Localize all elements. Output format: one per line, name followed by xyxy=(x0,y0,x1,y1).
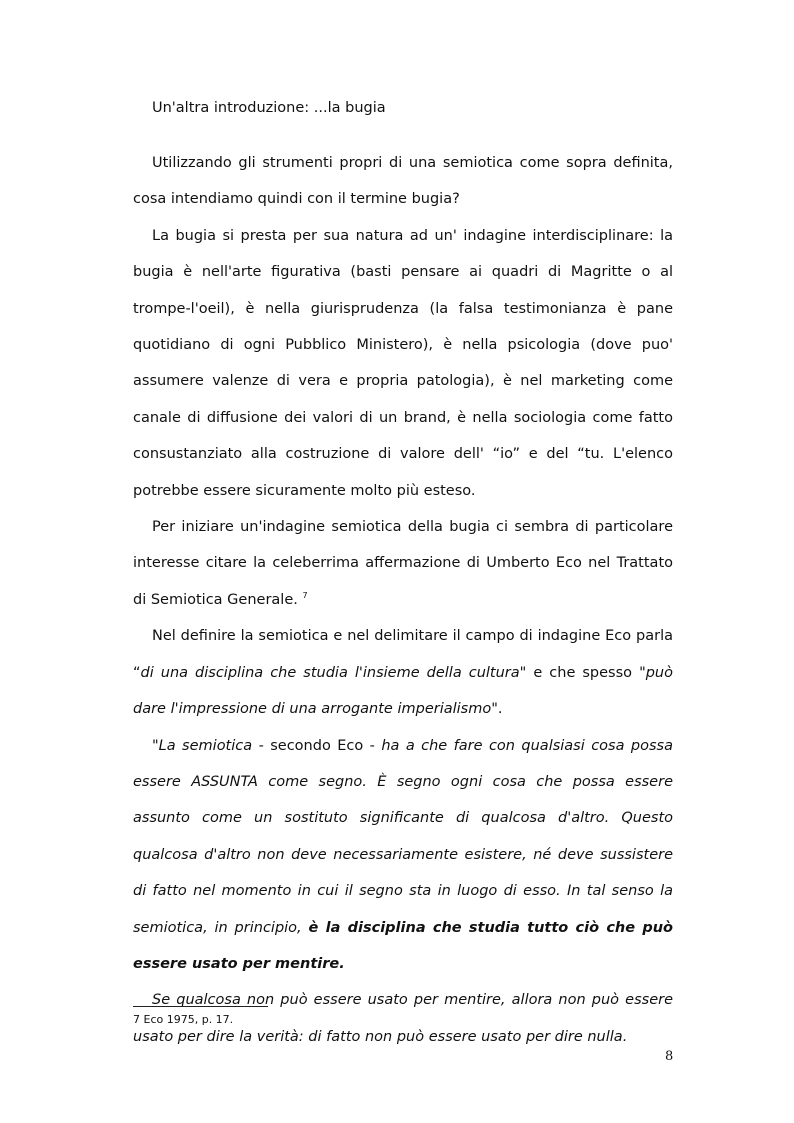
paragraph xyxy=(133,145,673,218)
p5-emphasis: è la disciplina che studia tutto ciò che può essere usato per mentire. xyxy=(133,919,674,972)
section-heading: Un'altra introduzione: ...la bugia xyxy=(152,100,386,116)
page-number: 8 xyxy=(665,1049,674,1064)
p5-quote: ha a che fare con qualsiasi cosa possa essere ASSUNTA come segno. È segno ogni cosa che possa essere assunto come un sostituto significante di qualcosa d'altro. Questo qualcosa d'altro non deve necessariamente esistere, né deve sussistere di fatto nel momento in cui il segno sta in luogo di esso. In tal senso la semiotica, in principio, xyxy=(133,737,673,936)
p3-text: Per iniziare un'indagine semiotica della bugia ci sembra di particolare interesse citare la celeberrima affermazione di Umberto Eco nel Trattato di Semiotica Generale. xyxy=(133,519,673,608)
body-text xyxy=(133,145,673,1055)
p5-italic-1: La semiotica xyxy=(158,737,253,754)
p4-text-1: Nel definire la semiotica e nel delimitare il campo di indagine Eco parla “ xyxy=(133,628,673,681)
paragraph xyxy=(133,618,673,727)
paragraph xyxy=(133,509,673,618)
footnote: 7 Eco 1975, p. 17. xyxy=(133,1013,234,1026)
paragraph xyxy=(133,218,673,509)
p5-open-quote: " xyxy=(152,737,159,754)
footnote-separator xyxy=(133,1006,268,1007)
p4-text-2: e che spesso xyxy=(526,664,640,681)
p4-quote-2: "può dare l'impressione di una arrogante imperialismo" xyxy=(133,664,673,718)
p6-text: Se qualcosa non può essere usato per mentire, allora non può essere usato per dire la verità: di fatto non può essere usato per dire nulla. xyxy=(133,992,673,1045)
footnote-reference: 7 xyxy=(302,590,308,600)
p1-text: Utilizzando gli strumenti propri di una semiotica come sopra definita, cosa intendiamo quindi con il termine bugia? xyxy=(133,155,673,208)
paragraph xyxy=(133,728,673,983)
p5-attribution: - secondo Eco - xyxy=(252,737,382,754)
p4-text-3: . xyxy=(497,701,503,718)
p2-text: La bugia si presta per sua natura ad un' indagine interdisciplinare: la bugia è nell'arte figurativa (basti pensare ai quadri di Magritte o al trompe-l'oeil), è nella giurisprudenza (la falsa testimonianza è pane quotidiano di ogni Pubblico Ministero), è nella psicologia (dove puo' assumere valenze di vera e propria patologia), è nel marketing come canale di diffusione dei valori di un brand, è nella sociologia come fatto consustanziato alla costruzione di valore dell' “io” e del “tu. L'elenco potrebbe essere sicuramente molto più esteso. xyxy=(133,227,673,499)
p4-quote-1: di una disciplina che studia l'insieme della cultura" xyxy=(140,664,527,681)
